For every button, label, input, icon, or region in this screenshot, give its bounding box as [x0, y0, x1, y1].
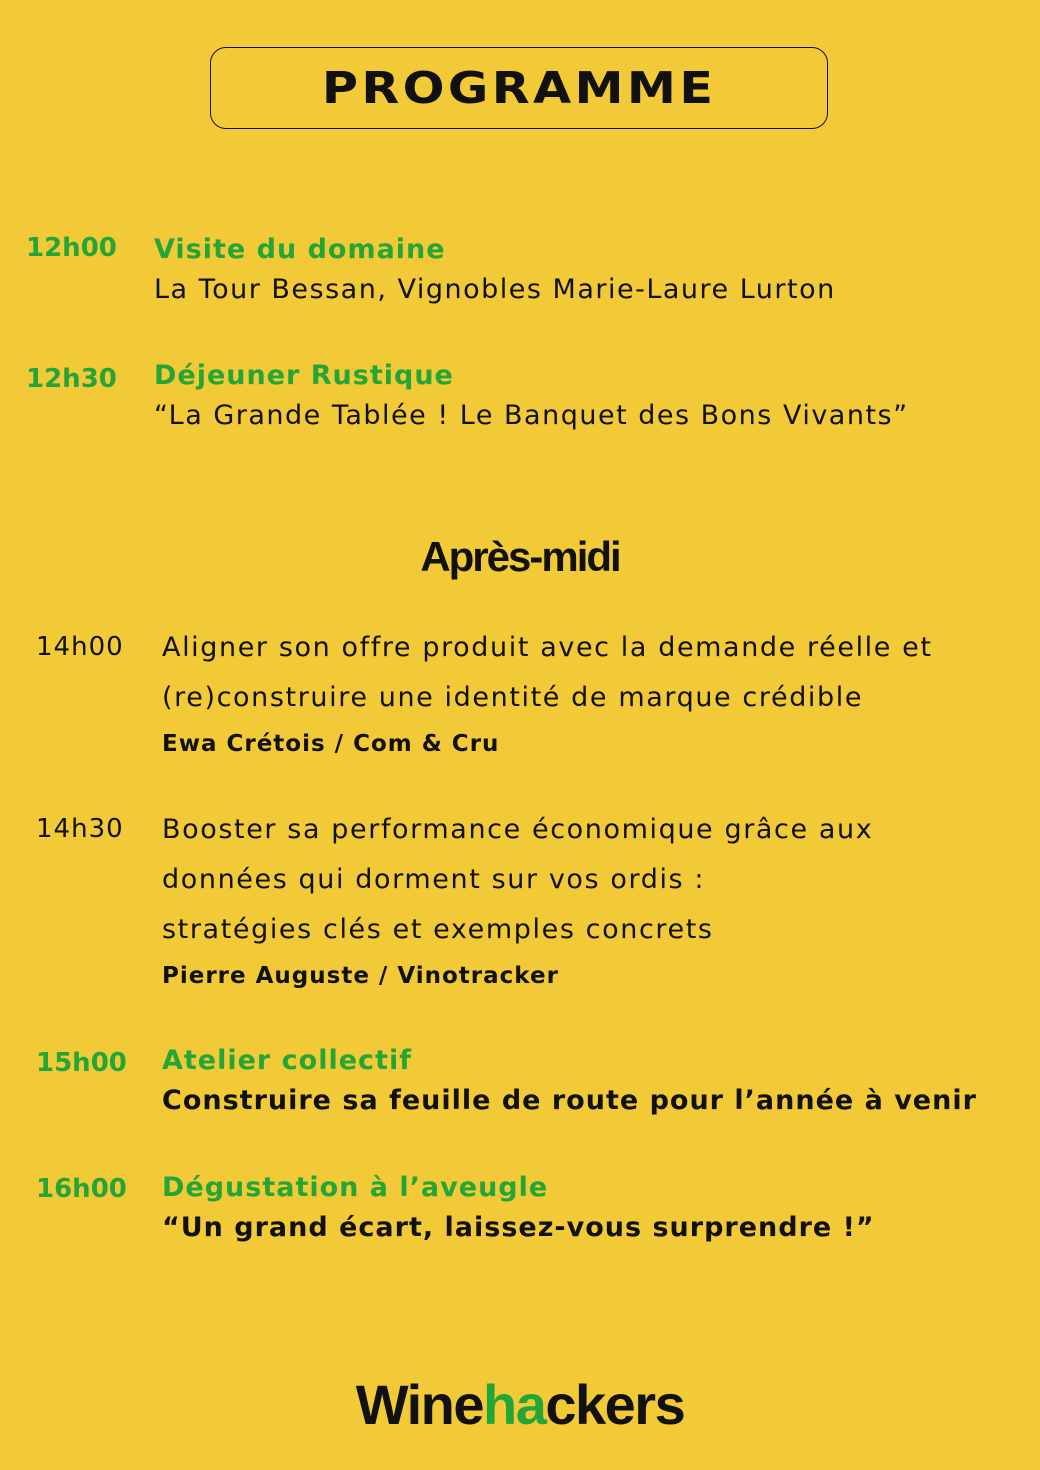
logo-text: ckers: [545, 1373, 685, 1436]
talk-description-line: stratégies clés et exemples concrets: [162, 914, 714, 945]
logo-text: Wine: [355, 1373, 484, 1436]
section-heading-afternoon: Après-midi: [420, 533, 620, 580]
schedule-time: 16h00: [36, 1174, 127, 1204]
programme-title-box: [210, 47, 828, 129]
schedule-time: 15h00: [36, 1048, 127, 1078]
talk-description: [162, 805, 873, 955]
schedule-title: Dégustation à l’aveugle: [162, 1172, 549, 1203]
talk-description: [162, 623, 933, 723]
talk-speaker: Pierre Auguste / Vinotracker: [162, 963, 559, 989]
talk-speaker: Ewa Crétois / Com & Cru: [162, 731, 500, 757]
talk-description-line: (re)construire une identité de marque crédible: [162, 682, 864, 713]
schedule-time: 12h30: [26, 364, 117, 394]
schedule-subtitle: La Tour Bessan, Vignobles Marie-Laure Lurton: [154, 274, 836, 305]
page-title: PROGRAMME: [321, 62, 717, 114]
schedule-title: Visite du domaine: [154, 234, 446, 265]
talk-description-line: données qui dorment sur vos ordis :: [162, 864, 706, 895]
schedule-title: Déjeuner Rustique: [154, 360, 454, 391]
schedule-subtitle: Construire sa feuille de route pour l’année à venir: [162, 1085, 977, 1116]
schedule-time: 14h00: [36, 632, 124, 662]
schedule-subtitle: “La Grande Tablée ! Le Banquet des Bons Vivants”: [154, 400, 909, 431]
schedule-time: 12h00: [26, 233, 117, 263]
logo-text-accent: ha: [483, 1373, 546, 1436]
talk-description-line: Aligner son offre produit avec la demande réelle et: [162, 632, 933, 663]
schedule-subtitle: “Un grand écart, laissez-vous surprendre !”: [162, 1212, 875, 1243]
winehackers-logo: [0, 1372, 1040, 1437]
schedule-title: Atelier collectif: [162, 1045, 412, 1076]
talk-description-line: Booster sa performance économique grâce aux: [162, 814, 874, 845]
schedule-time: 14h30: [36, 814, 124, 844]
